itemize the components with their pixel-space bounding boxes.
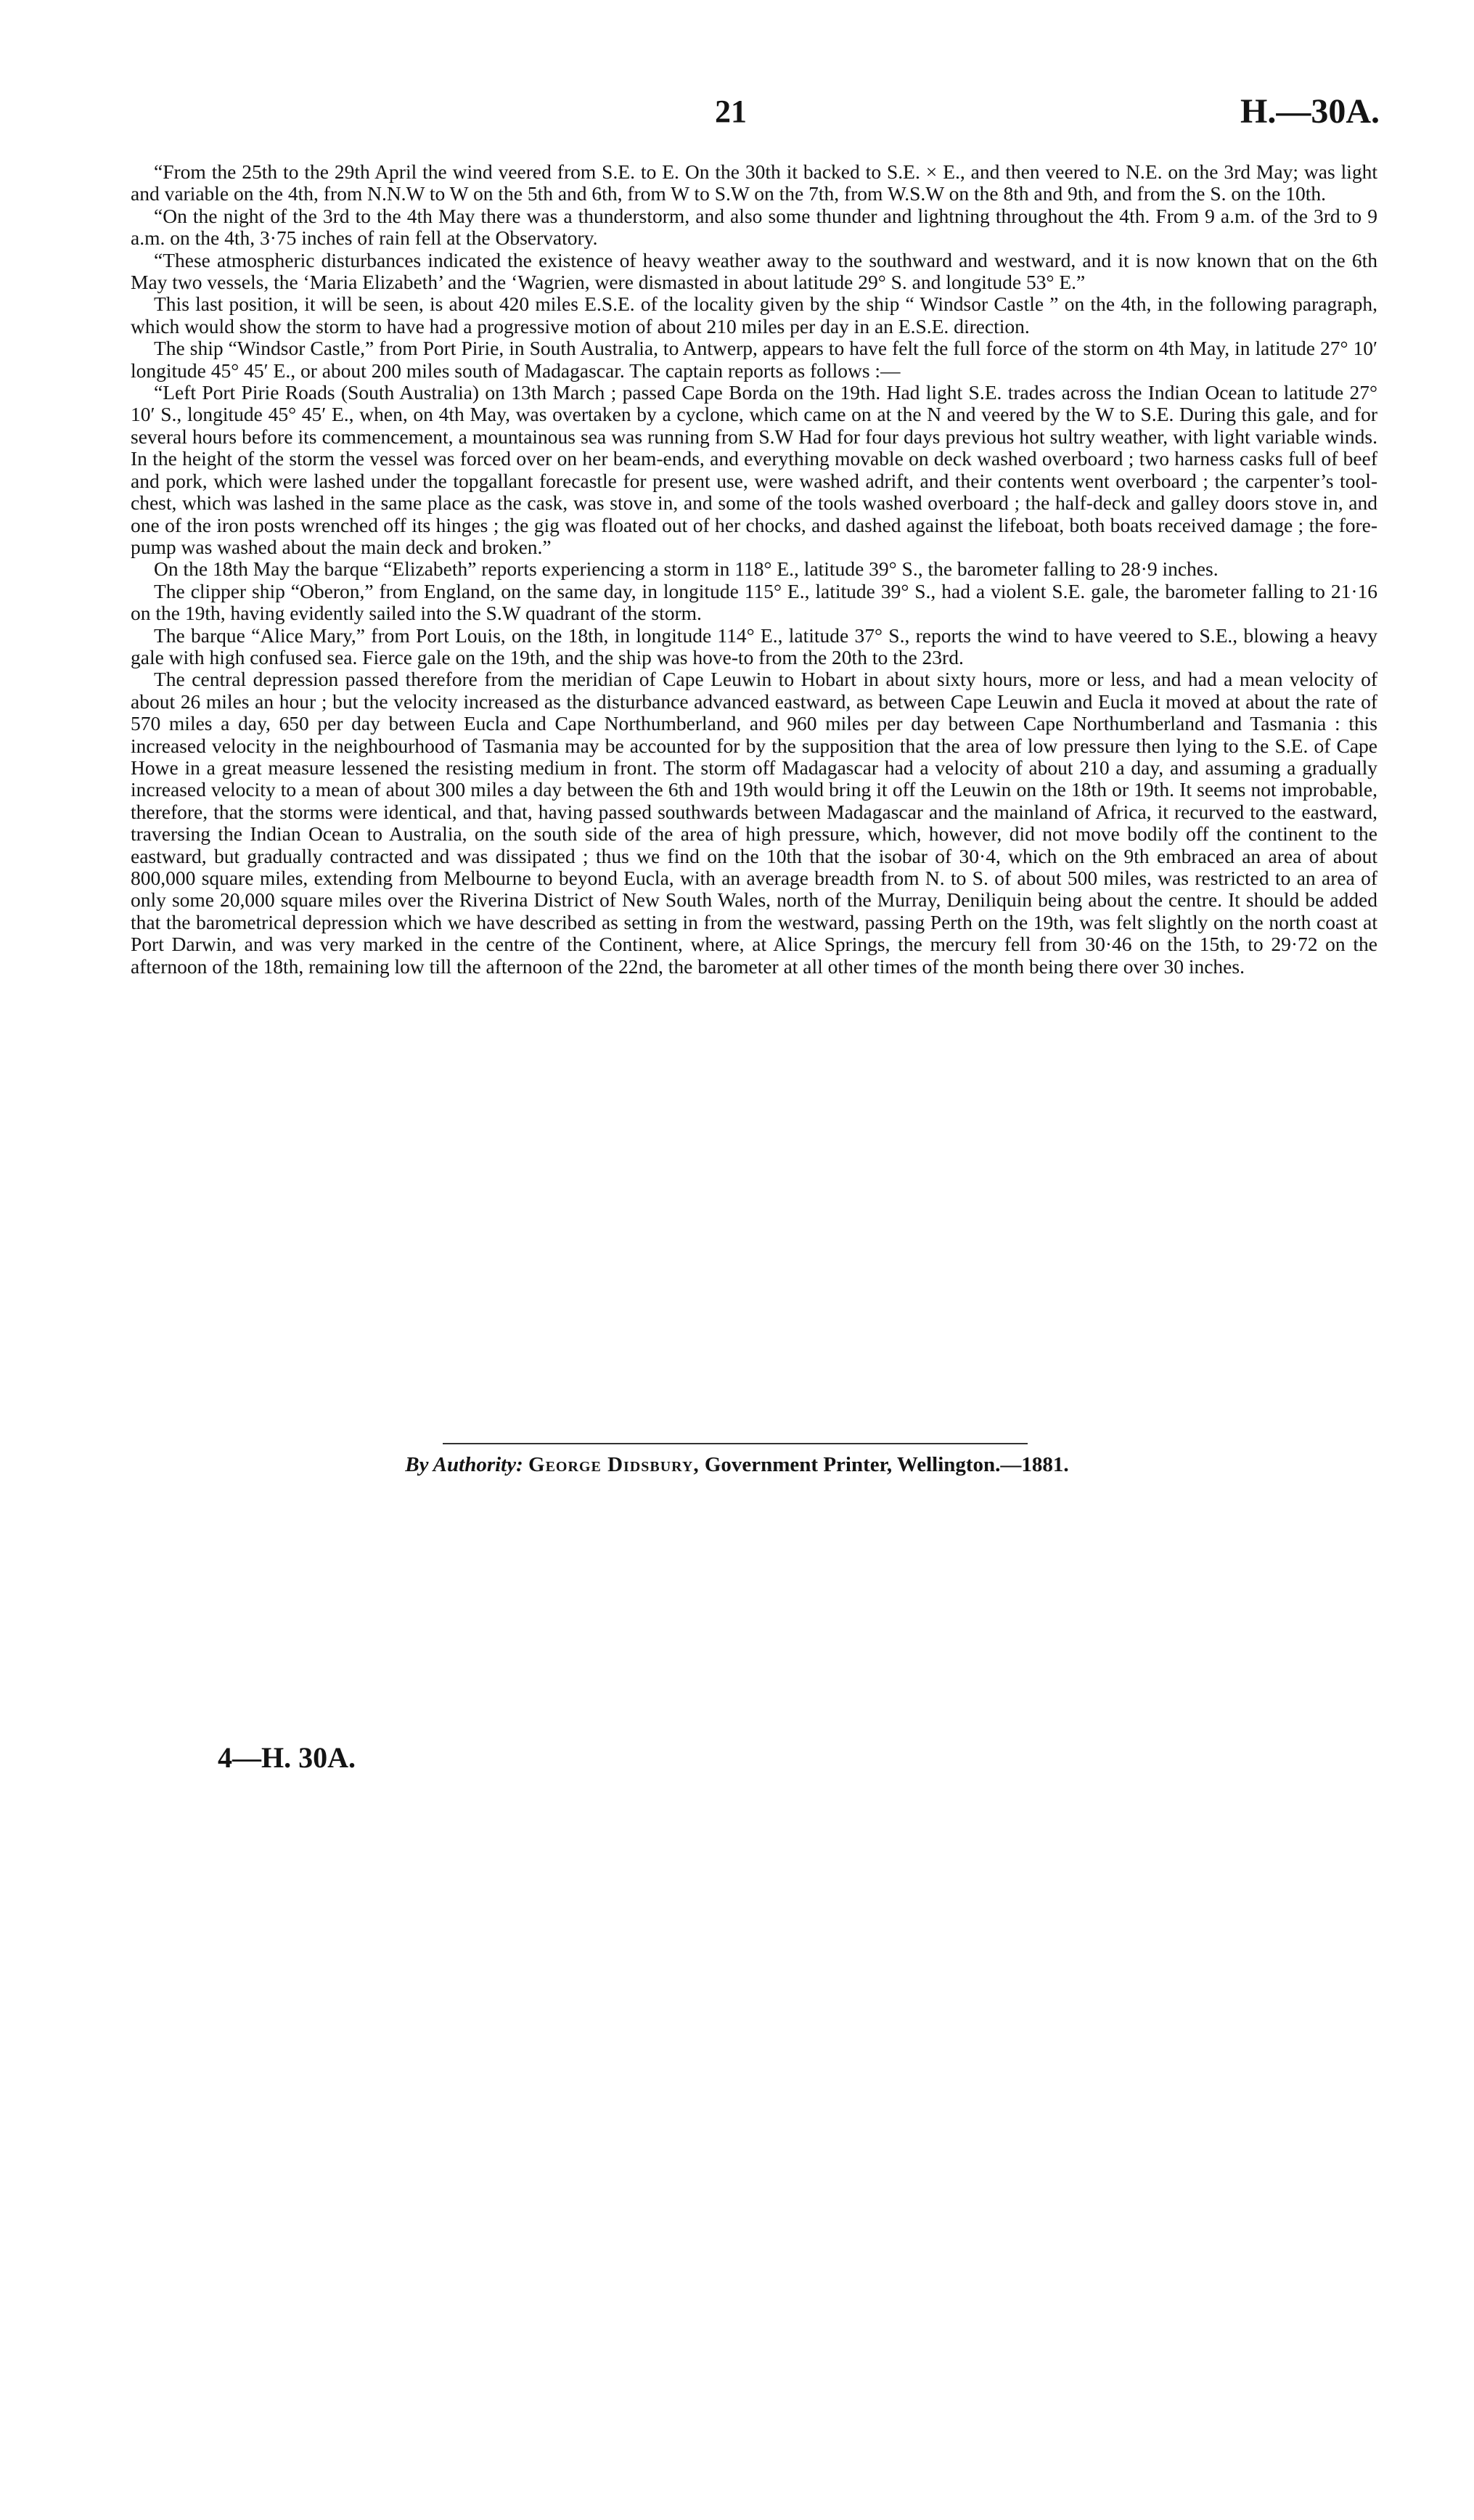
imprint-printer-name: George Didsbury, <box>528 1453 700 1476</box>
paragraph: The barque “Alice Mary,” from Port Louis, on the 18th, in longitude 114° E., latitude 37° S., reports the wind to have veered to S.E., blowing a heavy gale with high confused sea. Fierce gale on the 19th, and the ship was hove-to from the 20th to the 23rd. <box>131 623 1377 668</box>
document-reference: H.—30A. <box>1240 92 1380 131</box>
body-text <box>131 161 1377 978</box>
paragraph: The ship “Windsor Castle,” from Port Pirie, in South Australia, to Antwerp, appears to have felt the full force of the storm on 4th May, in latitude 27° 10′ longitude 45° 45′ E., or about 200 miles south of Madagascar. The captain reports as follows :— <box>131 337 1377 382</box>
paragraph: “On the night of the 3rd to the 4th May there was a thunderstorm, and also some thunder and lightning throughout the 4th. From 9 a.m. of the 3rd to 9 a.m. on the 4th, 3·75 inches of rain fell at the Observatory. <box>131 204 1377 250</box>
paragraph: “Left Port Pirie Roads (South Australia) on 13th March ; passed Cape Borda on the 19th. Had light S.E. trades across the Indian Ocean to latitude 27° 10′ S., longitude 45° 45′ E., when, on 4th May, was overtaken by a cyclone, which came on at the N and veered by the W to S.E. During this gale, and for several hours before its commencement, a mountainous sea was running from S.W Had for four days previous hot sultry weather, with light variable winds. In the height of the storm the vessel was forced over on her beam-ends, and everything movable on deck washed overboard ; two harness casks full of beef and pork, which were lashed under the topgallant forecastle for present use, were washed adrift, and their contents went overboard ; the carpenter’s tool-chest, which was lashed in the same place as the cask, was stove in, and some of the tools washed overboard ; the half-deck and galley doors stove in, and one of the iron posts wrenched off its hinges ; the gig was floated out of her chocks, and dashed against the lifeboat, both boats received damage ; the fore-pump was washed about the main deck and broken.” <box>131 381 1377 558</box>
page-number: 21 <box>715 94 747 129</box>
printer-imprint <box>0 1453 1474 1477</box>
paragraph: On the 18th May the barque “Elizabeth” reports experiencing a storm in 118° E., latitude 39° S., the barometer falling to 28·9 inches. <box>154 557 1219 581</box>
signature-mark: 4—H. 30A. <box>218 1741 356 1774</box>
paragraph: “From the 25th to the 29th April the wind veered from S.E. to E. On the 30th it backed to S.E. × E., and then veered to N.E. on the 3rd May; was light and variable on the 4th, from N.N.W to W on the 5th and 6th, from W to S.W on the 7th, from W.S.W on the 8th and 9th, and from the S. on the 10th. <box>131 160 1377 205</box>
paragraph: The central depression passed therefore from the meridian of Cape Leuwin to Hobart in about sixty hours, more or less, and had a mean velocity of about 26 miles an hour ; but the velocity increased as the disturbance advanced eastward, as between Cape Leuwin and Eucla it moved at about the rate of 570 miles a day, 650 per day between Eucla and Cape Northumberland, and 960 miles per day between Cape Northumberland and Tasmania : this increased velocity in the neighbourhood of Tasmania may be accounted for by the supposition that the area of low pressure then lying to the S.E. of Cape Howe in a great measure lessened the resisting medium in front. The storm off Madagascar had a velocity of about 210 a day, and assuming a gradually increased velocity to a mean of about 300 miles a day between the 6th and 19th would bring it off the Leuwin on the 18th or 19th. It seems not improbable, therefore, that the storms were identical, and that, having passed southwards between Madagascar and the mainland of Africa, it recurved to the eastward, traversing the Indian Ocean to Australia, on the south side of the area of high pressure, which, however, did not move bodily off the continent to the eastward, but gradually contracted and was dissipated ; thus we find on the 10th that the isobar of 30·4, which on the 9th embraced an area of about 800,000 square miles, extending from Melbourne to beyond Eucla, with an average breadth from N. to S. of about 500 miles, was restricted to an area of only some 20,000 square miles over the Riverina District of New South Wales, north of the Murray, Deniliquin being about the centre. It should be added that the barometrical depression which we have described as setting in from the westward, passing Perth on the 19th, was felt slightly on the north coast at Port Darwin, and was very marked in the centre of the Continent, where, at Alice Springs, the mercury fell from 30·46 on the 15th, to 29·72 on the afternoon of the 18th, remaining low till the afternoon of the 22nd, the barometer at all other times of the month being there over 30 inches. <box>131 668 1377 978</box>
paragraph: The clipper ship “Oberon,” from England, on the same day, in longitude 115° E., latitude 39° S., had a violent S.E. gale, the barometer falling to 21·16 on the 19th, having evidently sailed into the S.W quadrant of the storm. <box>131 579 1377 625</box>
paragraph: “These atmospheric disturbances indicated the existence of heavy weather away to the southward and westward, and it is now known that on the 6th May two vessels, the ‘Maria Elizabeth’ and the ‘Wagrien, were dismasted in about latitude 29° S. and longitude 53° E.” <box>131 248 1377 294</box>
imprint-lead: By Authority: <box>405 1453 523 1476</box>
imprint-rest: Government Printer, Wellington.—1881. <box>704 1453 1069 1476</box>
paragraph: This last position, it will be seen, is about 420 miles E.S.E. of the locality given by the ship “ Windsor Castle ” on the 4th, in the following paragraph, which would show the storm to have had a progressive motion of about 210 miles per day in an E.S.E. direction. <box>131 292 1377 338</box>
divider-rule <box>443 1443 1028 1444</box>
